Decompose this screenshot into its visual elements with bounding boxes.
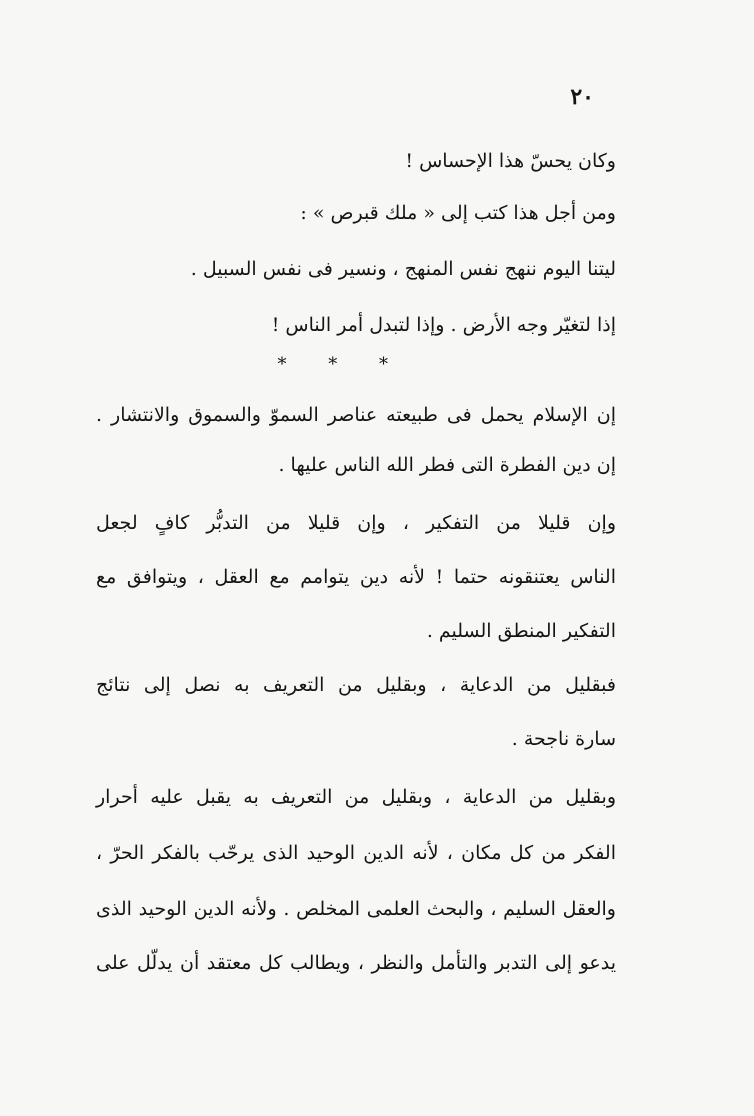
text-line: فبقليل من الدعاية ، وبقليل من التعريف به نصل إلى نتائج [96,674,616,696]
text-line: وكان يحسّ هذا الإحساس ! [405,150,616,172]
text-line: إن الإسلام يحمل فى طبيعته عناصر السموّ والسموق والانتشار . [96,404,616,426]
text-line: الفكر من كل مكان ، لأنه الدين الوحيد الذى يرحّب بالفكر الحرّ ، [96,842,616,864]
text-line: سارة ناجحة . [511,728,616,750]
text-line: إن دين الفطرة التى فطر الله الناس عليها . [278,454,616,476]
text-line: إذا لتغيّر وجه الأرض . وإذا لتبدل أمر الناس ! [271,314,616,336]
page-number: ٢٠ [570,84,594,110]
section-separator: * * * [277,354,406,375]
text-line: وبقليل من الدعاية ، وبقليل من التعريف به يقبل عليه أحرار [96,786,616,808]
text-line: وإن قليلا من التفكير ، وإن قليلا من التدبُّر كافٍ لجعل [96,512,616,534]
text-line: ليتنا اليوم ننهج نفس المنهج ، ونسير فى نفس السبيل . [190,258,616,280]
text-line: والعقل السليم ، والبحث العلمى المخلص . ولأنه الدين الوحيد الذى [96,898,616,920]
text-line: الناس يعتنقونه حتما ! لأنه دين يتوامم مع العقل ، ويتوافق مع [96,566,616,588]
text-line: ومن أجل هذا كتب إلى « ملك قبرص » : [300,202,616,224]
text-line: يدعو إلى التدبر والتأمل والنظر ، ويطالب كل معتقد أن يدلّل على [96,952,616,974]
text-line: التفكير المنطق السليم . [426,620,616,642]
